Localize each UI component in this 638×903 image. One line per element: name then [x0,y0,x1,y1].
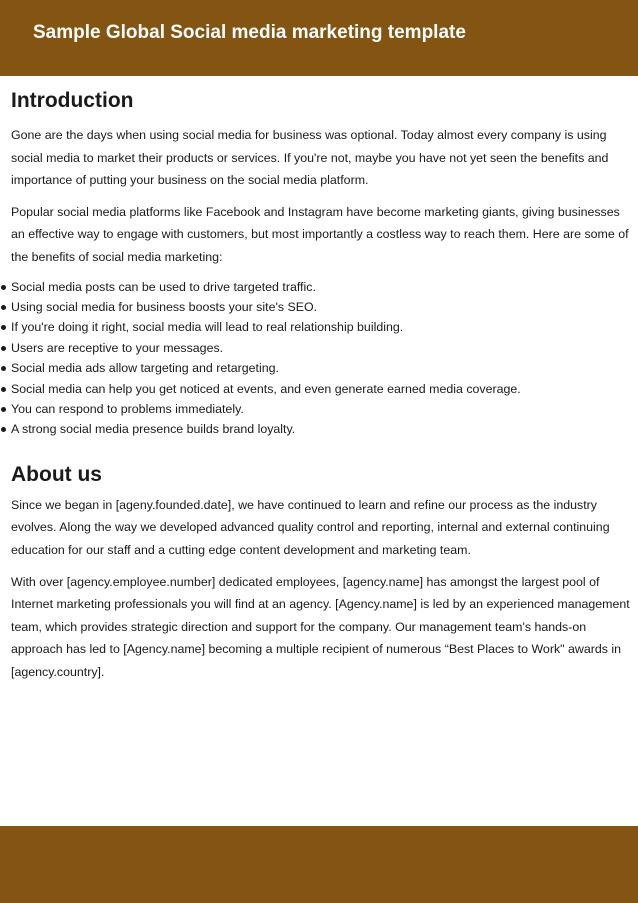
list-item [11,317,631,337]
benefits-list [11,277,631,440]
list-item [11,297,631,317]
header-band [0,0,638,76]
list-item-text: If you're doing it right, social media will lead to real relationship building. [11,320,404,335]
introduction-paragraph: Gone are the days when using social media for business was optional. Today almost every company is using social media to market their products or services. If you're not, maybe you have not yet seen the benefits and importance of putting your business on the social media platform. [11,128,609,188]
list-item-text: A strong social media presence builds brand loyalty. [11,422,296,437]
list-item [11,399,631,419]
list-item [11,277,631,297]
list-item [11,338,631,358]
introduction-heading: Introduction [11,89,134,112]
list-item [11,358,631,378]
introduction-paragraph: Popular social media platforms like Facebook and Instagram have become marketing giants, giving businesses an effective way to engage with customers, but most importantly a costless way to reach them. Here are some of the benefits of social media marketing: [11,204,629,264]
about-heading: About us [11,462,102,486]
list-item [11,419,631,439]
document-body [11,86,631,684]
bullet-icon [1,427,6,432]
list-item-text: You can respond to problems immediately. [11,402,244,416]
bullet-icon [1,387,6,392]
list-item-text: Users are receptive to your messages. [11,340,224,355]
bullet-icon [1,305,6,310]
list-item-text: Using social media for business boosts your site's SEO. [11,299,318,314]
about-section [11,460,631,684]
bullet-icon [1,346,6,351]
list-item [11,379,631,399]
list-item-text: Social media can help you get noticed at events, and even generate earned media coverage. [11,381,521,396]
list-item-text: Social media posts can be used to drive targeted traffic. [11,279,316,294]
about-paragraph: With over [agency.employee.number] dedicated employees, [agency.name] has amongst the largest pool of Internet marketing professionals you will find at an agency. [Agency.name] is led by an experienced management team, which provides strategic direction and support for the company. Our management team's hands-on approach has led to [Agency.name] becoming a multiple recipient of numerous “Best Places to Work" awards in [agency.country]. [11,574,630,679]
bullet-icon [1,407,6,412]
list-item-text: Social media ads allow targeting and retargeting. [11,361,279,376]
footer-band [0,826,638,903]
introduction-section [11,86,631,440]
bullet-icon [1,285,6,290]
bullet-icon [1,325,6,330]
page-title: Sample Global Social media marketing template [33,22,466,43]
about-paragraph: Since we began in [ageny.founded.date], we have continued to learn and refine our process as the industry evolves. Along the way we developed advanced quality control and reporting, internal and external continuing education for our staff and a cutting edge content development and marketing team. [11,497,610,557]
bullet-icon [1,366,6,371]
